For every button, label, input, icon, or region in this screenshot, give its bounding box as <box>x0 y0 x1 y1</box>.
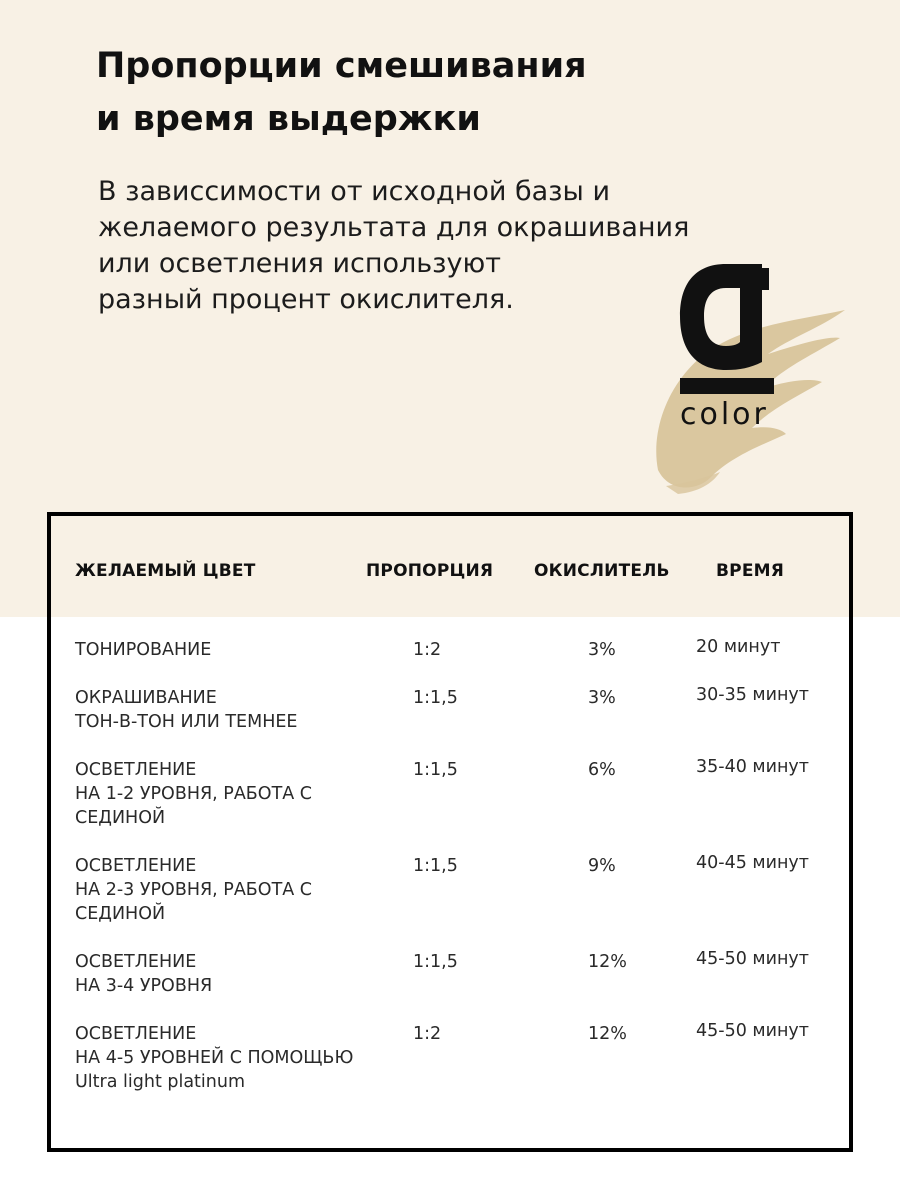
row-5-time: 45-50 минут <box>696 949 809 969</box>
row-2-color: ОКРАШИВАНИЕ ТОН-В-ТОН ИЛИ ТЕМНЕЕ <box>75 688 298 732</box>
title-line-2: и время выдержки <box>96 99 481 139</box>
row-2-proportion: 1:1,5 <box>413 688 458 708</box>
header-oxidant: ОКИСЛИТЕЛЬ <box>534 561 670 581</box>
row-6-time: 45-50 минут <box>696 1021 809 1041</box>
q-color-logo-icon <box>640 258 860 498</box>
header-time: ВРЕМЯ <box>716 561 785 581</box>
row-1-color: ТОНИРОВАНИЕ <box>75 640 212 660</box>
row-3-oxidant: 6% <box>588 760 616 780</box>
row-3-color: ОСВЕТЛЕНИЕ НА 1-2 УРОВНЯ, РАБОТА С СЕДИНОЙ <box>75 760 313 828</box>
row-4-time: 40-45 минут <box>696 853 809 873</box>
row-2-time: 30-35 минут <box>696 685 809 705</box>
row-5-color: ОСВЕТЛЕНИЕ НА 3-4 УРОВНЯ <box>75 952 213 996</box>
subtitle-line-4: разный процент окислителя. <box>98 284 514 315</box>
subtitle-line-2: желаемого результата для окрашивания <box>98 212 690 243</box>
subtitle-line-1: В зависсимости от исходной базы и <box>98 176 610 207</box>
logo-bar <box>680 378 774 394</box>
logo-text: color <box>680 397 769 432</box>
row-1-oxidant: 3% <box>588 640 616 660</box>
row-3-proportion: 1:1,5 <box>413 760 458 780</box>
row-5-oxidant: 12% <box>588 952 627 972</box>
row-4-color: ОСВЕТЛЕНИЕ НА 2-3 УРОВНЯ, РАБОТА С СЕДИНОЙ <box>75 856 313 924</box>
row-1-time: 20 минут <box>696 637 781 657</box>
title-line-1: Пропорции смешивания <box>96 46 587 86</box>
row-3-time: 35-40 минут <box>696 757 809 777</box>
row-4-oxidant: 9% <box>588 856 616 876</box>
page-title <box>96 40 587 146</box>
row-2-oxidant: 3% <box>588 688 616 708</box>
header-proportion: ПРОПОРЦИЯ <box>366 561 494 581</box>
header-desired-color: ЖЕЛАЕМЫЙ ЦВЕТ <box>75 561 256 581</box>
row-6-oxidant: 12% <box>588 1024 627 1044</box>
row-4-proportion: 1:1,5 <box>413 856 458 876</box>
row-1-proportion: 1:2 <box>413 640 442 660</box>
row-5-proportion: 1:1,5 <box>413 952 458 972</box>
q-tab <box>747 268 769 290</box>
row-6-proportion: 1:2 <box>413 1024 442 1044</box>
page-subtitle <box>98 174 689 318</box>
subtitle-line-3: или осветления используют <box>98 248 501 279</box>
row-6-color: ОСВЕТЛЕНИЕ НА 4-5 УРОВНЕЙ С ПОМОЩЬЮ Ultra light platinum <box>75 1024 354 1092</box>
